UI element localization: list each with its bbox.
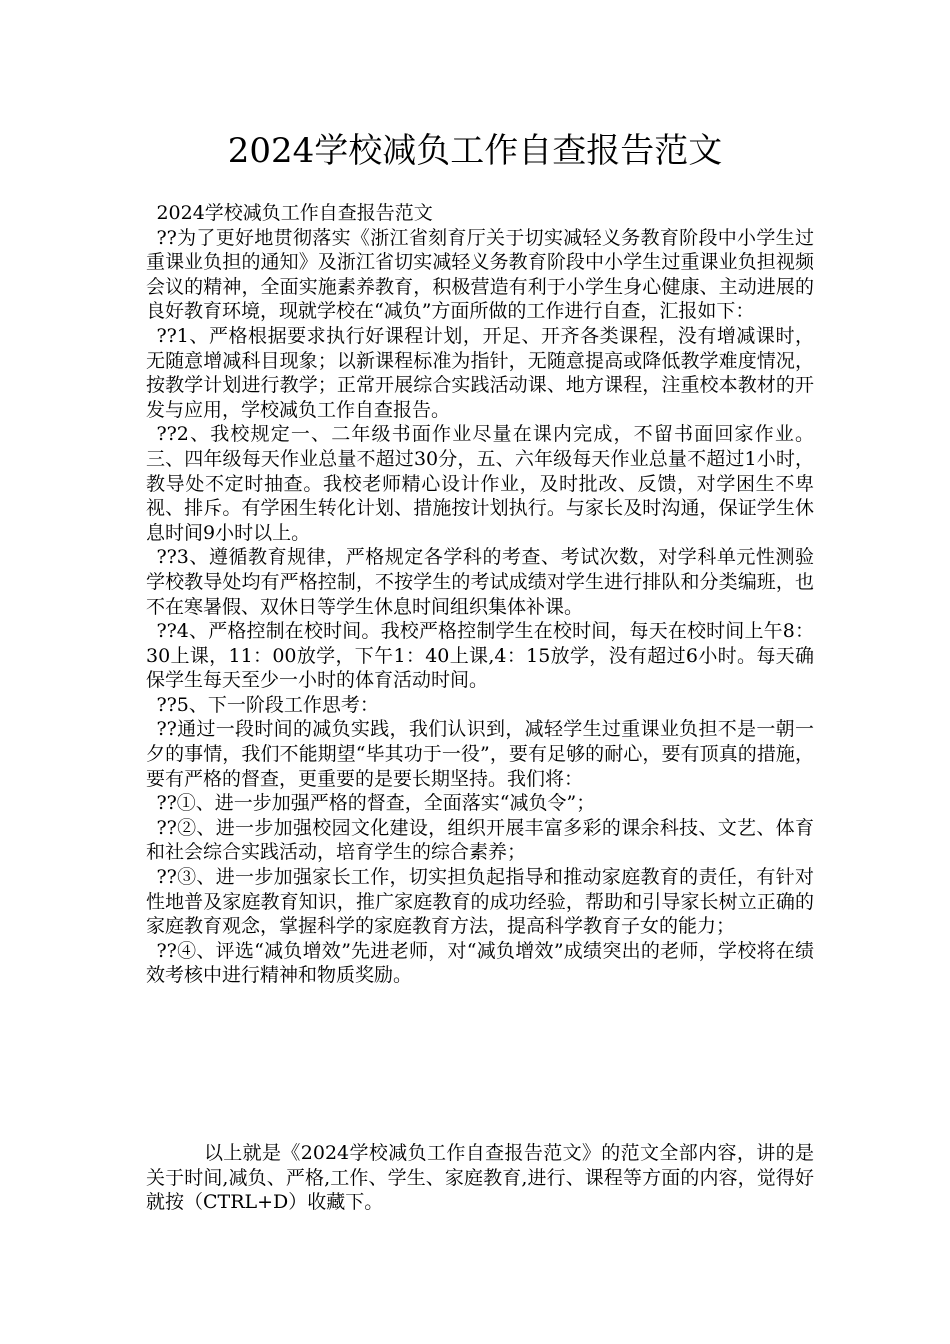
body-paragraph-item-4: ??4、严格控制在校时间。我校严格控制学生在校时间，每天在校时间上午8：30上课，11：00放学，下午1：40上课,4：15放学，没有超过6小时。每天确保学生每天至少一小时的体育活动时间。 <box>146 620 814 692</box>
body-paragraph-measure-1: ??①、进一步加强严格的督查，全面落实“减负令”； <box>156 792 596 815</box>
body-paragraph-subtitle: 2024学校减负工作自查报告范文 <box>156 202 433 224</box>
document-body <box>146 201 814 988</box>
body-paragraph-reflection: ??通过一段时间的减负实践，我们认识到，减轻学生过重课业负担不是一朝一夕的事情，我们不能期望“毕其功于一役”，要有足够的耐心，要有顶真的措施，要有严格的督查，更重要的是要长期坚持。我们将： <box>146 718 814 790</box>
body-paragraph-measure-3: ??③、进一步加强家长工作，切实担负起指导和推动家庭教育的责任，有针对性地普及家庭教育知识，推广家庭教育的成功经验，帮助和引导家长树立正确的家庭教育观念，掌握科学的家庭教育方法，提高科学教育子女的能力； <box>146 866 814 938</box>
body-paragraph-measure-2: ??②、进一步加强校园文化建设，组织开展丰富多彩的课余科技、文艺、体育和社会综合实践活动，培育学生的综合素养； <box>146 816 814 864</box>
body-paragraph-intro: ??为了更好地贯彻落实《浙江省刻育厅关于切实减轻义务教育阶段中小学生过重课业负担的通知》及浙江省切实减轻义务教育阶段中小学生过重课业负担视频会议的精神，全面实施素养教育，积极营造有利于小学生身心健康、主动进展的良好教育环境，现就学校在“减负”方面所做的工作进行自查，汇报如下： <box>146 226 814 323</box>
body-paragraph-item-1: ??1、严格根据要求执行好课程计划，开足、开齐各类课程，没有增减课时，无随意增减科目现象；以新课程标准为指针，无随意提高或降低教学难度情况，按教学计划进行教学；正常开展综合实践活动课、地方课程，注重校本教材的开发与应用，学校减负工作自查报告。 <box>146 324 814 421</box>
body-paragraph-item-5: ??5、下一阶段工作思考： <box>156 693 379 716</box>
body-paragraph-item-3: ??3、遵循教育规律，严格规定各学科的考查、考试次数，对学科单元性测验学校教导处均有严格控制，不按学生的考试成绩对学生进行排队和分类编班，也不在寒暑假、双休日等学生休息时间组织集体补课。 <box>146 546 814 618</box>
document-title: 2024学校减负工作自查报告范文 <box>227 131 723 171</box>
body-paragraph-item-2: ??2、我校规定一、二年级书面作业尽量在课内完成，不留书面回家作业。三、四年级每天作业总量不超过30分，五、六年级每天作业总量不超过1小时，教导处不定时抽查。我校老师精心设计作业，及时批改、反馈，对学困生不卑视、排斥。有学困生转化计划、措施按计划执行。与家长及时沟通，保证学生休息时间9小时以上。 <box>146 423 814 544</box>
document-closing <box>146 1141 814 1215</box>
body-paragraph-measure-4: ??④、评选“减负增效”先进老师，对“减负增效”成绩突出的老师，学校将在绩效考核中进行精神和物质奖励。 <box>146 939 814 987</box>
closing-paragraph: 以上就是《2024学校减负工作自查报告范文》的范文全部内容，讲的是关于时间,减负、严格,工作、学生、家庭教育,进行、课程等方面的内容，觉得好就按（CTRL+D）收藏下。 <box>146 1142 814 1214</box>
